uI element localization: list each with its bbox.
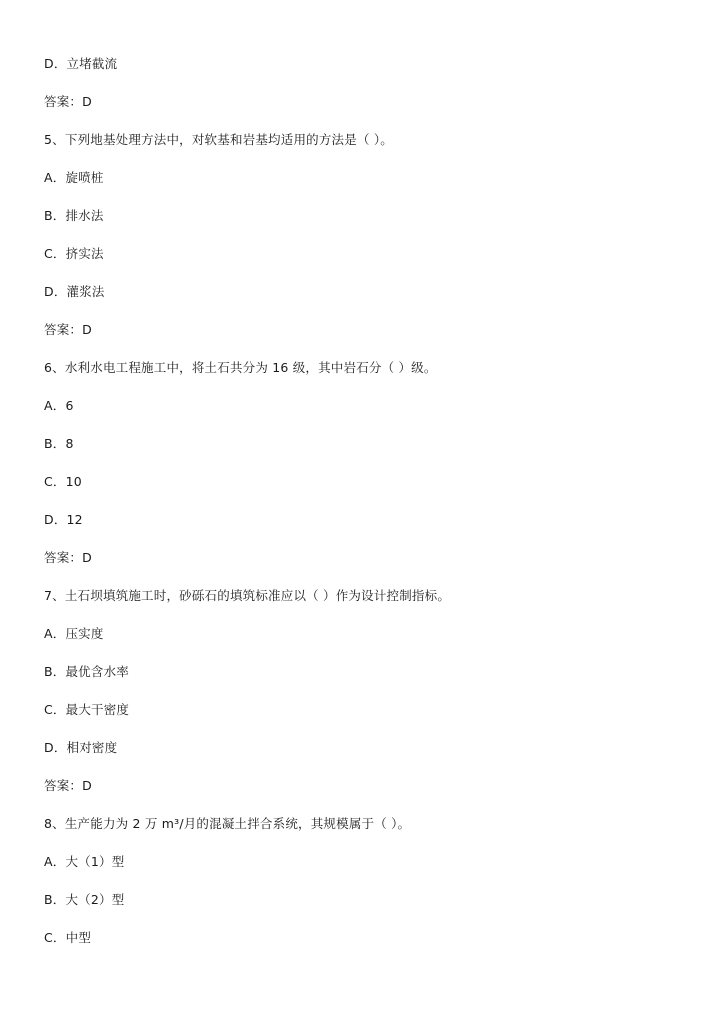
option-c-q7: C．最大干密度 xyxy=(44,702,130,717)
option-b-q5: B．排水法 xyxy=(44,208,104,223)
option-b-q8: B．大（2）型 xyxy=(44,892,125,907)
option-a-q7: A．压实度 xyxy=(44,626,104,641)
option-c-q6: C．10 xyxy=(44,474,82,489)
option-a-q6: A．6 xyxy=(44,398,74,413)
option-d-q7: D．相对密度 xyxy=(44,740,118,755)
answer-q6: 答案：D xyxy=(44,550,92,565)
question-5: 5、下列地基处理方法中，对软基和岩基均适用的方法是（ ）。 xyxy=(44,132,393,147)
answer-q5: 答案：D xyxy=(44,322,92,337)
question-7: 7、土石坝填筑施工时，砂砾石的填筑标准应以（ ）作为设计控制指标。 xyxy=(44,588,451,603)
option-b-q6: B．8 xyxy=(44,436,74,451)
option-d-q5: D．灌浆法 xyxy=(44,284,105,299)
option-a-q5: A．旋喷桩 xyxy=(44,170,104,185)
option-c-q8: C．中型 xyxy=(44,930,92,945)
option-a-q8: A．大（1）型 xyxy=(44,854,125,869)
option-c-q5: C．挤实法 xyxy=(44,246,104,261)
answer-q7: 答案：D xyxy=(44,778,92,793)
option-d-q6: D．12 xyxy=(44,512,83,527)
question-8: 8、生产能力为 2 万 m³/月的混凝土拌合系统，其规模属于（ ）。 xyxy=(44,816,411,831)
option-b-q7: B．最优含水率 xyxy=(44,664,129,679)
answer-q4: 答案：D xyxy=(44,94,92,109)
option-d-q4: D．立堵截流 xyxy=(44,56,118,71)
question-6: 6、水利水电工程施工中，将土石共分为 16 级，其中岩石分（ ）级。 xyxy=(44,360,437,375)
